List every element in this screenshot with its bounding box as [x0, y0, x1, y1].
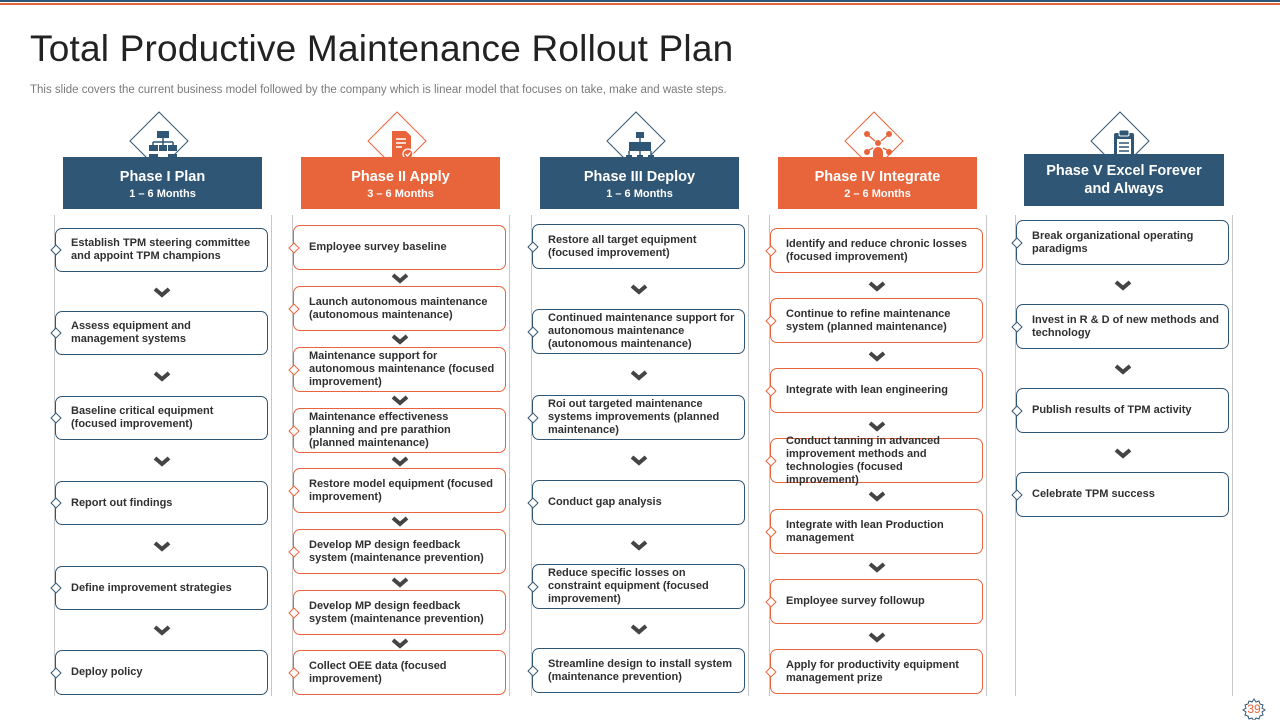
step-text: Maintenance support for autonomous maintenance (focused improvement)	[309, 350, 495, 388]
connector-dot	[765, 455, 776, 466]
step-box	[55, 311, 268, 355]
chevron-down-icon	[153, 370, 171, 382]
step-text: Conduct tanning in advanced improvement methods and technologies (focused improvement)	[786, 434, 941, 486]
step-box	[293, 408, 506, 453]
step-text: Launch autonomous maintenance (autonomous maintenance)	[309, 295, 488, 321]
chevron-down-icon	[391, 272, 409, 284]
step-box	[1016, 220, 1229, 265]
connector-dot	[527, 326, 538, 337]
connector-dot	[288, 242, 299, 253]
step-box	[1016, 472, 1229, 517]
step-box	[532, 309, 745, 354]
step-box	[293, 529, 506, 574]
connector-dot	[50, 327, 61, 338]
phase-header	[301, 157, 500, 209]
step-text: Develop MP design feedback system (maintenance prevention)	[309, 538, 484, 564]
step-box	[1016, 304, 1229, 349]
step-text: Collect OEE data (focused improvement)	[309, 659, 447, 685]
step-text: Report out findings	[71, 496, 173, 509]
page-number-badge	[1240, 698, 1268, 720]
connector-dot	[1011, 237, 1022, 248]
connector-dot	[50, 667, 61, 678]
phase-column-3	[532, 112, 748, 702]
step-box	[532, 395, 745, 440]
chevron-down-icon	[630, 539, 648, 551]
step-text: Integrate with lean engineering	[786, 384, 948, 396]
step-box	[770, 649, 983, 694]
step-text: Continued maintenance support for autonomous maintenance (autonomous maintenance)	[548, 312, 735, 350]
step-text: Maintenance effectiveness planning and pre parathion (planned maintenance)	[309, 411, 451, 449]
connector-dot	[765, 666, 776, 677]
connector-dot	[288, 303, 299, 314]
step-text: Streamline design to install system (maintenance prevention)	[548, 657, 733, 683]
chevron-down-icon	[391, 333, 409, 345]
phase-name: Phase IV Integrate	[814, 169, 941, 185]
step-text: Baseline critical equipment (focused improvement)	[71, 405, 214, 430]
phase-duration: 1 – 6 Months	[606, 188, 673, 200]
top-accent-bar	[0, 0, 1280, 5]
connector-dot	[527, 241, 538, 252]
chevron-down-icon	[391, 515, 409, 527]
connector-dot	[527, 497, 538, 508]
phase-duration: 2 – 6 Months	[844, 188, 911, 200]
step-text: Celebrate TPM success	[1032, 488, 1155, 500]
connector-dot	[527, 412, 538, 423]
step-box	[532, 648, 745, 693]
page-number: 39	[1247, 702, 1261, 716]
chevron-down-icon	[630, 283, 648, 295]
step-box	[532, 564, 745, 609]
step-text: Employee survey baseline	[309, 241, 447, 253]
connector-dot	[765, 526, 776, 537]
step-box	[55, 650, 268, 695]
step-box	[55, 228, 268, 272]
chevron-down-icon	[630, 454, 648, 466]
chevron-down-icon	[630, 623, 648, 635]
phase-header	[63, 157, 262, 209]
step-box	[293, 225, 506, 270]
connector-dot	[527, 581, 538, 592]
step-box	[293, 468, 506, 513]
phase-header	[1024, 154, 1224, 206]
phase-header	[540, 157, 739, 209]
connector-dot	[288, 485, 299, 496]
chevron-down-icon	[153, 455, 171, 467]
phase-name: Phase II Apply	[351, 169, 450, 185]
step-text: Reduce specific losses on constraint equipment (focused improvement)	[548, 567, 709, 605]
connector-dot	[1011, 405, 1022, 416]
step-text: Invest in R & D of new methods and technology	[1032, 313, 1220, 339]
connector-dot	[288, 425, 299, 436]
step-box	[55, 396, 268, 440]
step-text: Integrate with lean Production management	[786, 518, 944, 544]
chevron-down-icon	[868, 280, 886, 292]
step-text: Employee survey followup	[786, 595, 925, 607]
connector-dot	[1011, 321, 1022, 332]
chevron-down-icon	[391, 637, 409, 649]
connector-dot	[1011, 489, 1022, 500]
connector-dot	[50, 244, 61, 255]
connector-dot	[50, 582, 61, 593]
page-subtitle: This slide covers the current business model followed by the company which is linear model that focuses on take, make and waste steps.	[30, 84, 727, 96]
chevron-down-icon	[868, 490, 886, 502]
connector-dot	[288, 667, 299, 678]
chevron-down-icon	[153, 286, 171, 298]
chevron-down-icon	[391, 576, 409, 588]
step-box	[293, 286, 506, 331]
chevron-down-icon	[868, 631, 886, 643]
step-text: Define improvement strategies	[71, 581, 232, 594]
step-text: Deploy policy	[71, 666, 143, 678]
step-text: Identify and reduce chronic losses (focused improvement)	[786, 237, 967, 263]
step-text: Restore all target equipment (focused improvement)	[548, 233, 697, 259]
phase-column-2	[293, 112, 509, 702]
connector-dot	[527, 665, 538, 676]
step-box	[770, 579, 983, 624]
step-box	[55, 481, 268, 525]
chevron-down-icon	[630, 369, 648, 381]
chevron-down-icon	[1114, 363, 1132, 375]
connector-dot	[765, 596, 776, 607]
phase-duration: 1 – 6 Months	[129, 188, 196, 200]
step-text: Roi out targeted maintenance systems improvements (planned maintenance)	[548, 398, 720, 436]
chevron-down-icon	[153, 540, 171, 552]
step-text: Break organizational operating paradigms	[1032, 229, 1194, 255]
connector-dot	[288, 364, 299, 375]
connector-dot	[765, 385, 776, 396]
phase-header	[778, 157, 977, 209]
phase-name: Phase III Deploy	[583, 169, 696, 185]
chevron-down-icon	[153, 624, 171, 636]
chevron-down-icon	[1114, 279, 1132, 291]
phase-name: Phase V Excel Forever and Always	[1046, 163, 1202, 197]
step-text: Develop MP design feedback system (maintenance prevention)	[309, 599, 484, 625]
step-text: Apply for productivity equipment management prize	[786, 658, 959, 684]
step-text: Assess equipment and management systems	[71, 320, 191, 345]
chevron-down-icon	[391, 455, 409, 467]
step-box	[532, 480, 745, 525]
step-text: Establish TPM steering committee and appoint TPM champions	[71, 237, 251, 262]
step-text: Conduct gap analysis	[548, 496, 662, 508]
chevron-down-icon	[868, 561, 886, 573]
connector-dot	[288, 546, 299, 557]
phase-name: Phase I Plan	[119, 169, 206, 185]
chevron-down-icon	[868, 350, 886, 362]
step-text: Restore model equipment (focused improvement)	[309, 477, 493, 503]
step-box	[293, 590, 506, 635]
connector-dot	[765, 245, 776, 256]
step-text: Publish results of TPM activity	[1032, 404, 1192, 416]
phase-duration: 3 – 6 Months	[367, 188, 434, 200]
step-box	[770, 434, 983, 486]
step-box	[532, 224, 745, 269]
chevron-down-icon	[1114, 447, 1132, 459]
phase-column-5	[1016, 112, 1232, 702]
connector-dot	[50, 412, 61, 423]
step-box	[55, 566, 268, 610]
connector-dot	[765, 315, 776, 326]
step-box	[770, 368, 983, 413]
chevron-down-icon	[868, 420, 886, 432]
phase-column-4	[770, 112, 986, 702]
connector-dot	[50, 497, 61, 508]
connector-dot	[288, 607, 299, 618]
step-box	[770, 228, 983, 273]
step-text: Continue to refine maintenance system (planned maintenance)	[786, 307, 951, 333]
phase-column-1	[55, 112, 271, 702]
step-box	[770, 509, 983, 554]
step-box	[770, 298, 983, 343]
step-box	[1016, 388, 1229, 433]
step-box	[293, 650, 506, 695]
chevron-down-icon	[391, 394, 409, 406]
step-box	[293, 347, 506, 392]
page-title: Total Productive Maintenance Rollout Plan	[30, 28, 734, 69]
